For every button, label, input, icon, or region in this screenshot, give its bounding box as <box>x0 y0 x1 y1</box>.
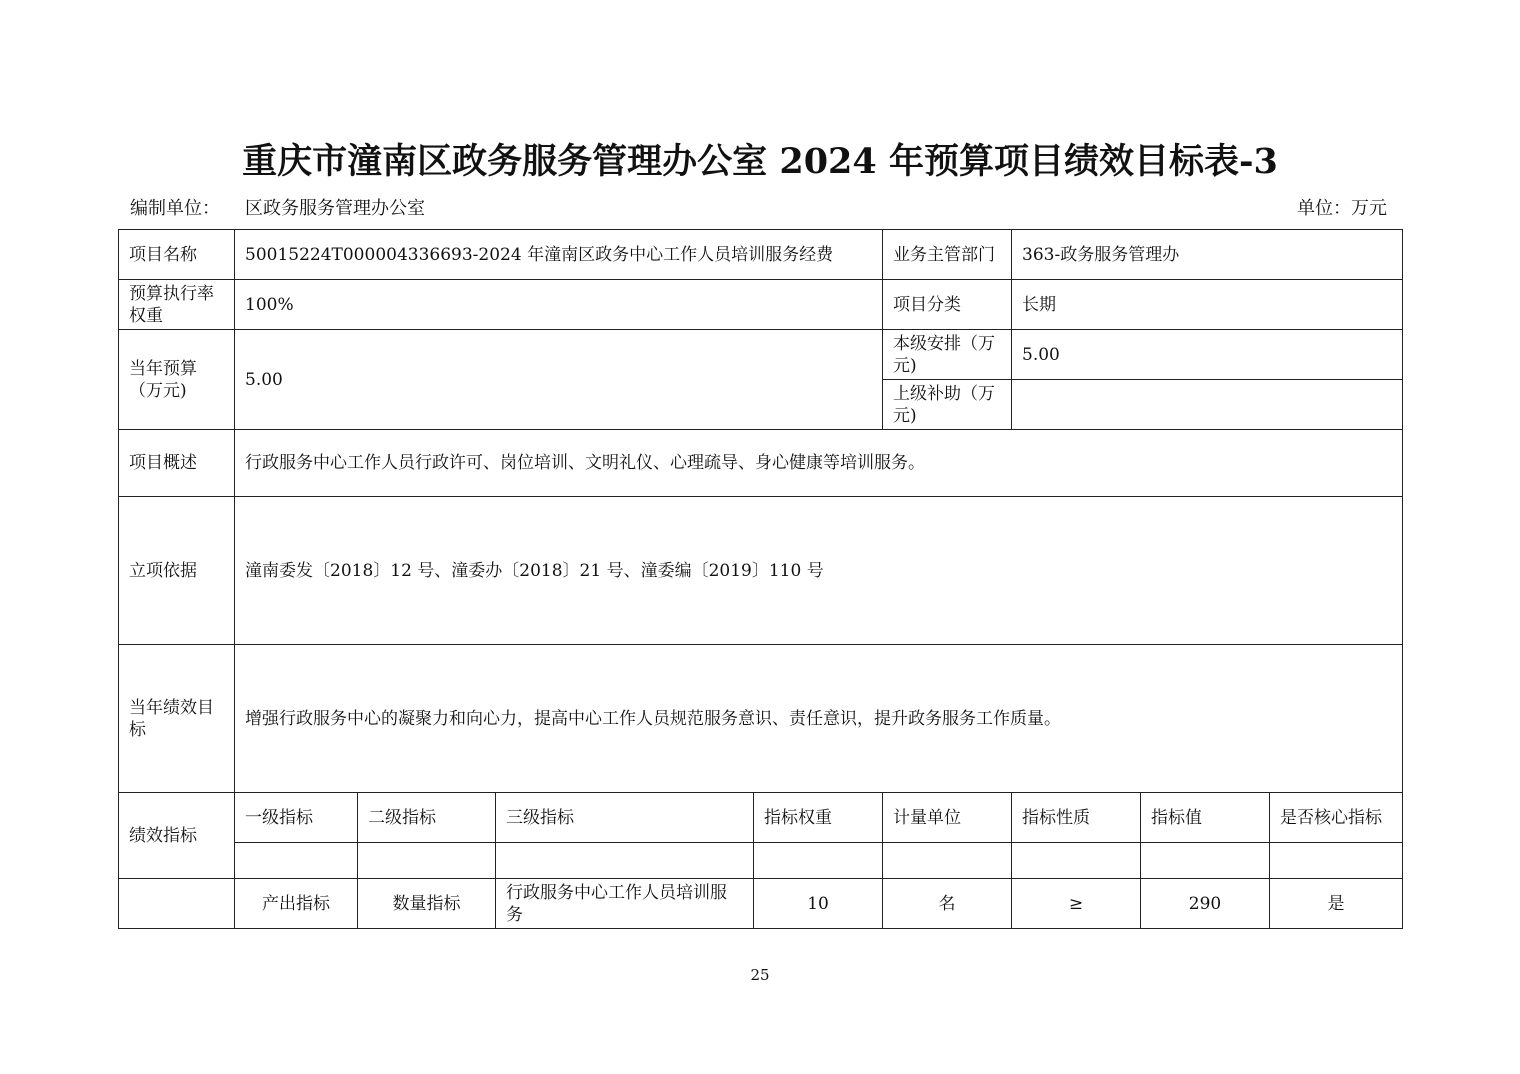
header-cell: 三级指标 <box>496 793 754 843</box>
performance-table <box>118 229 1403 929</box>
header-cell: 是否核心指标 <box>1270 793 1403 843</box>
project-name-label: 项目名称 <box>119 230 235 280</box>
exec-weight-label: 预算执行率权重 <box>119 280 235 330</box>
empty-cell <box>119 879 235 929</box>
indicator-nature: ≥ <box>1012 879 1141 929</box>
page-number: 25 <box>750 966 770 984</box>
indicator-weight: 10 <box>754 879 883 929</box>
table-row <box>119 645 1403 793</box>
overview-label: 项目概述 <box>119 430 235 497</box>
budget-label: 当年预算（万元) <box>119 330 235 430</box>
empty-cell <box>1141 843 1270 879</box>
empty-cell <box>358 843 496 879</box>
empty-row <box>119 843 1403 879</box>
dept-value: 363-政务服务管理办 <box>1012 230 1403 280</box>
perf-label: 绩效指标 <box>119 793 235 879</box>
indicator-header-row <box>119 793 1403 843</box>
goal-value: 增强行政服务中心的凝聚力和向心力，提高中心工作人员规范服务意识、责任意识，提升政务服务工作质量。 <box>235 645 1403 793</box>
table-row <box>119 330 1403 380</box>
basis-label: 立项依据 <box>119 497 235 645</box>
header-cell: 一级指标 <box>235 793 358 843</box>
page-title: 重庆市潼南区政务服务管理办公室 2024 年预算项目绩效目标表-3 <box>242 141 1278 182</box>
header-cell: 二级指标 <box>358 793 496 843</box>
table-row <box>119 230 1403 280</box>
currency-unit: 单位：万元 <box>1297 198 1387 219</box>
indicator-core: 是 <box>1270 879 1403 929</box>
level3-indicator: 行政服务中心工作人员培训服务 <box>496 879 754 929</box>
empty-cell <box>1012 843 1141 879</box>
header-cell: 指标权重 <box>754 793 883 843</box>
level1-indicator: 产出指标 <box>235 879 358 929</box>
empty-cell <box>235 843 358 879</box>
header-cell: 指标性质 <box>1012 793 1141 843</box>
org-value: 区政务服务管理办公室 <box>245 198 425 219</box>
local-value: 5.00 <box>1012 330 1403 380</box>
table-row <box>119 497 1403 645</box>
budget-value: 5.00 <box>235 330 883 430</box>
overview-value: 行政服务中心工作人员行政许可、岗位培训、文明礼仪、心理疏导、身心健康等培训服务。 <box>235 430 1403 497</box>
header-cell: 计量单位 <box>883 793 1012 843</box>
goal-label: 当年绩效目标 <box>119 645 235 793</box>
indicator-row <box>119 879 1403 929</box>
header-cell: 指标值 <box>1141 793 1270 843</box>
empty-cell <box>754 843 883 879</box>
project-name-value: 50015224T000004336693-2024 年潼南区政务中心工作人员培训服务经费 <box>235 230 883 280</box>
upper-label: 上级补助（万元) <box>883 380 1012 430</box>
indicator-unit: 名 <box>883 879 1012 929</box>
category-value: 长期 <box>1012 280 1403 330</box>
org-label: 编制单位： <box>130 198 220 219</box>
level2-indicator: 数量指标 <box>358 879 496 929</box>
upper-value <box>1012 380 1403 430</box>
empty-cell <box>496 843 754 879</box>
dept-label: 业务主管部门 <box>883 230 1012 280</box>
table-row <box>119 280 1403 330</box>
basis-value: 潼南委发〔2018〕12 号、潼委办〔2018〕21 号、潼委编〔2019〕110 号 <box>235 497 1403 645</box>
exec-weight-value: 100% <box>235 280 883 330</box>
category-label: 项目分类 <box>883 280 1012 330</box>
empty-cell <box>1270 843 1403 879</box>
table-row <box>119 430 1403 497</box>
empty-cell <box>883 843 1012 879</box>
indicator-value: 290 <box>1141 879 1270 929</box>
local-label: 本级安排（万元) <box>883 330 1012 380</box>
